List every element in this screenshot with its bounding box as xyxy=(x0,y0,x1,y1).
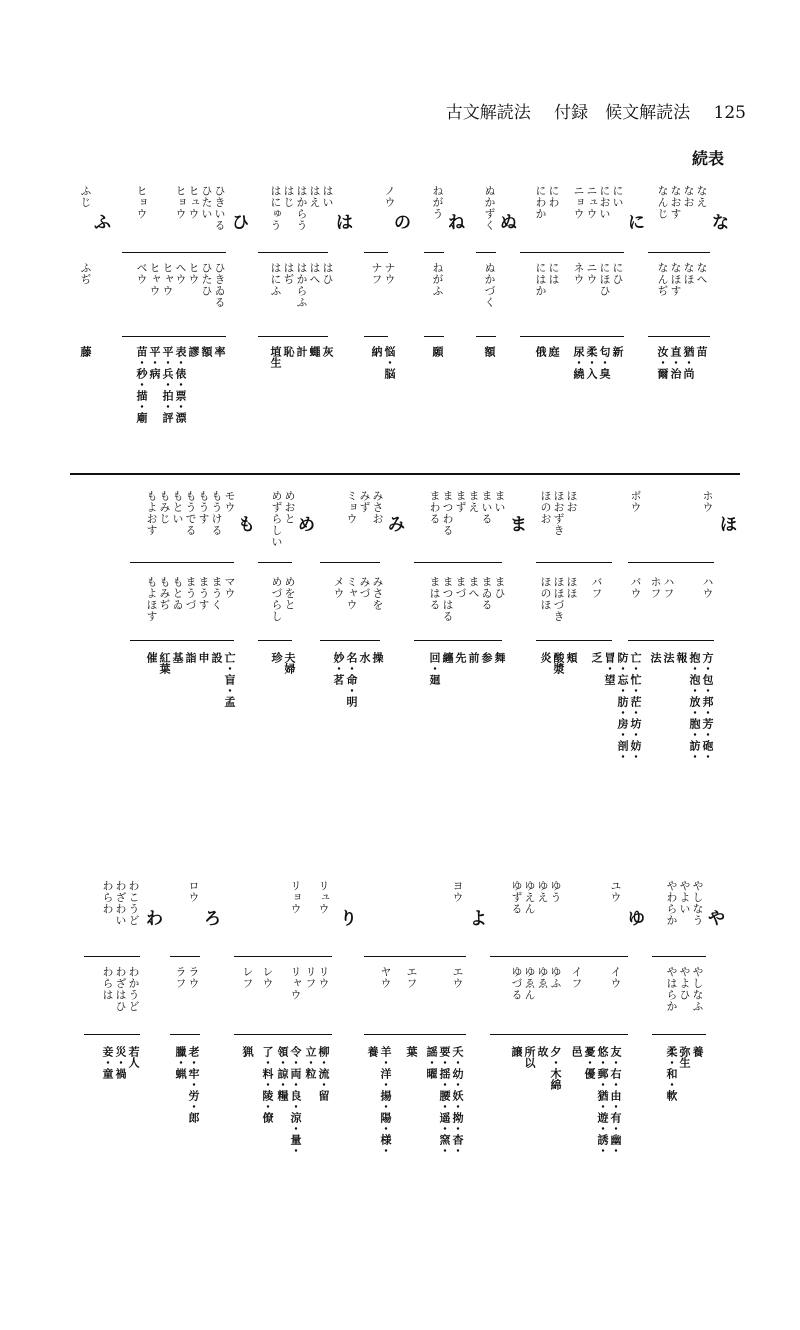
historical-spelling: バフ xyxy=(590,576,603,599)
kana-group-heading: ゆ xyxy=(628,909,645,929)
kanji-cell: 亡・忙・茫・坊・妨・ xyxy=(629,652,642,762)
historical-spelling: ナフ xyxy=(370,262,383,285)
row-separator xyxy=(648,252,710,253)
kanji-cell: 妙・茗 xyxy=(332,652,345,685)
section-title: 付録 候文解読法 xyxy=(554,103,691,123)
kanji-cell: 額 xyxy=(200,346,213,357)
row-separator xyxy=(652,956,706,957)
kanji-cell: 庭 xyxy=(547,346,560,357)
modern-spelling: もとい xyxy=(171,490,184,525)
modern-spelling: なえ xyxy=(695,185,708,208)
modern-spelling: ユウ xyxy=(609,880,622,903)
kanji-cell: 猶・尚 xyxy=(682,346,695,379)
kanji-cell: 額 xyxy=(483,346,496,357)
kanji-cell: 汝・爾 xyxy=(656,346,669,379)
kana-group-heading: ほ xyxy=(720,515,737,535)
historical-spelling: まひ xyxy=(493,576,506,599)
kanji-cell: 葉 xyxy=(405,1046,418,1057)
historical-spelling: リウ xyxy=(317,966,330,989)
row-separator xyxy=(84,956,140,957)
modern-spelling: におい xyxy=(598,185,611,220)
historical-spelling: みづ xyxy=(358,576,371,599)
historical-spelling: ゆゑ xyxy=(536,966,549,989)
row-separator xyxy=(258,336,328,337)
modern-spelling: ボウ xyxy=(629,490,642,513)
kana-group-heading: ろ xyxy=(204,909,221,929)
kanji-cell: 柔・和・軟 xyxy=(665,1046,678,1101)
modern-spelling: まえ xyxy=(467,490,480,513)
kanji-cell: 前 xyxy=(467,652,480,663)
modern-spelling: ゆう xyxy=(549,880,562,903)
kana-group-heading: よ xyxy=(470,909,487,929)
historical-spelling: メウ xyxy=(332,576,345,599)
kanji-cell: 若人 xyxy=(127,1046,140,1068)
modern-spelling: ゆえ xyxy=(536,880,549,903)
kanji-cell: 珍 xyxy=(270,652,283,663)
modern-spelling: ほのお xyxy=(539,490,552,525)
kanji-cell: 舞 xyxy=(493,652,506,663)
modern-spelling: はにゅう xyxy=(269,185,282,231)
modern-spelling: めおと xyxy=(283,490,296,525)
kanji-cell: 灰 xyxy=(321,346,334,357)
kanji-cell: 謡・曜 xyxy=(425,1046,438,1079)
row-separator xyxy=(234,1034,332,1035)
kanji-cell: 亡・盲・孟 xyxy=(223,652,236,707)
kanji-cell: 養 xyxy=(366,1046,379,1057)
kanji-cell: 蠅 xyxy=(308,346,321,357)
kanji-cell: 臘・蝋 xyxy=(174,1046,187,1079)
kanji-cell: 故 xyxy=(536,1046,549,1057)
kanji-cell: 計 xyxy=(295,346,308,357)
kanji-cell: 冒・望 xyxy=(603,652,616,685)
row-separator xyxy=(414,640,502,641)
historical-spelling: にひ xyxy=(611,262,624,285)
historical-spelling: にほひ xyxy=(598,262,611,297)
historical-spelling: まづ xyxy=(454,576,467,599)
kana-group-heading: に xyxy=(628,213,645,233)
historical-spelling: ヘウ xyxy=(174,262,187,285)
modern-spelling: リョウ xyxy=(289,880,302,915)
modern-spelling: ねがう xyxy=(431,185,444,220)
running-header xyxy=(0,98,746,123)
kanji-cell: 邑 xyxy=(570,1046,583,1057)
kana-group-heading: は xyxy=(336,213,353,233)
kanji-cell: 尿・繞 xyxy=(572,346,585,379)
row-separator xyxy=(490,1034,628,1035)
row-separator xyxy=(628,562,714,563)
historical-spelling: ゆゑん xyxy=(523,966,536,1001)
historical-spelling: まゐる xyxy=(480,576,493,611)
kana-group-heading: ま xyxy=(510,515,527,535)
page-number: 125 xyxy=(713,103,746,123)
kana-group-heading: ひ xyxy=(232,213,249,233)
historical-spelling: まへ xyxy=(467,576,480,599)
kanji-cell: 名・命・明 xyxy=(345,652,358,707)
kanji-cell: 直・治 xyxy=(669,346,682,379)
historical-spelling: エウ xyxy=(451,966,464,989)
kanji-cell: 謬 xyxy=(187,346,200,357)
row-separator xyxy=(476,336,496,337)
historical-spelling: なほ xyxy=(682,262,695,285)
row-separator xyxy=(170,1034,200,1035)
modern-spelling: わらわ xyxy=(101,880,114,915)
kanji-cell: 災・禍 xyxy=(114,1046,127,1079)
row-separator xyxy=(320,640,380,641)
kanji-cell: 新 xyxy=(611,346,624,357)
historical-spelling: もみぢ xyxy=(158,576,171,611)
historical-spelling: やよひ xyxy=(678,966,691,1001)
row-separator xyxy=(628,640,714,641)
row-separator xyxy=(648,336,710,337)
modern-spelling: ふじ xyxy=(79,185,92,208)
historical-spelling: ベウ xyxy=(135,262,148,285)
modern-spelling: ミョウ xyxy=(345,490,358,525)
modern-spelling: もうける xyxy=(210,490,223,536)
kanji-cell: 羊・洋・揚・陽・様・ xyxy=(379,1046,392,1156)
row-separator xyxy=(476,252,496,253)
modern-spelling: まつわる xyxy=(441,490,454,536)
historical-spelling: はぢ xyxy=(282,262,295,285)
kanji-cell: 悠・郵・猶・遊・誘・ xyxy=(596,1046,609,1156)
kanji-cell: 夕・木綿 xyxy=(549,1046,562,1090)
kanji-cell: 願 xyxy=(431,346,444,357)
modern-spelling: なんじ xyxy=(656,185,669,220)
kana-group-heading: の xyxy=(394,213,411,233)
modern-spelling: ひきいる xyxy=(213,185,226,231)
kanji-cell: 表・俵・票・漂 xyxy=(174,346,187,423)
row-separator xyxy=(84,1034,140,1035)
kana-group-heading: な xyxy=(712,213,729,233)
historical-spelling: ひたひ xyxy=(200,262,213,297)
modern-spelling: やしなう xyxy=(691,880,704,926)
kanji-cell: 友・右・由・有・幽・ xyxy=(609,1046,622,1156)
historical-spelling: みさを xyxy=(371,576,384,611)
historical-spelling: ハウ xyxy=(701,576,714,599)
row-separator xyxy=(258,562,292,563)
historical-spelling: やしなふ xyxy=(691,966,704,1012)
kanji-cell: 水 xyxy=(358,652,371,663)
row-separator xyxy=(364,336,388,337)
historical-spelling: ネウ xyxy=(572,262,585,285)
kanji-cell: 率 xyxy=(213,346,226,357)
kanji-cell: 報 xyxy=(675,652,688,663)
historical-spelling: ホフ xyxy=(649,576,662,599)
historical-spelling: まはる xyxy=(428,576,441,611)
modern-spelling: やわらか xyxy=(665,880,678,926)
historical-spelling: はにふ xyxy=(269,262,282,297)
kanji-cell: 夫婦 xyxy=(283,652,296,674)
historical-spelling: やはらか xyxy=(665,966,678,1012)
modern-spelling: やよい xyxy=(678,880,691,915)
kanji-cell: 乏 xyxy=(590,652,603,663)
modern-spelling: ホウ xyxy=(701,490,714,513)
row-separator xyxy=(536,562,612,563)
historical-spelling: エフ xyxy=(405,966,418,989)
kanji-cell: 平・病 xyxy=(148,346,161,379)
modern-spelling: もうす xyxy=(197,490,210,525)
kana-group-heading: わ xyxy=(146,909,163,929)
historical-spelling: ラフ xyxy=(174,966,187,989)
historical-spelling: ほほ xyxy=(565,576,578,599)
row-separator xyxy=(122,252,226,253)
modern-spelling: めずらしい xyxy=(270,490,283,548)
modern-spelling: ヒュウ xyxy=(187,185,200,220)
kanji-cell: 老・牢・労・郎 xyxy=(187,1046,200,1123)
kanji-cell: 了・料・陵・僚 xyxy=(261,1046,274,1123)
modern-spelling: ニョウ xyxy=(572,185,585,220)
kanji-cell: 参 xyxy=(480,652,493,663)
kana-group-heading: め xyxy=(298,515,315,535)
row-separator xyxy=(424,252,444,253)
historical-spelling: もよほす xyxy=(145,576,158,622)
modern-spelling: みさお xyxy=(371,490,384,525)
modern-spelling: なお xyxy=(682,185,695,208)
kanji-cell: 先 xyxy=(454,652,467,663)
historical-spelling: ほのほ xyxy=(539,576,552,611)
historical-spelling: なへ xyxy=(695,262,708,285)
kanji-cell: 弥生 xyxy=(678,1046,691,1068)
kanji-cell: 設 xyxy=(210,652,223,663)
row-separator xyxy=(130,562,234,563)
kanji-cell: 譲 xyxy=(510,1046,523,1057)
kanji-cell: 申 xyxy=(197,652,210,663)
kanji-cell: 紅葉 xyxy=(158,652,171,674)
historical-spelling: レフ xyxy=(241,966,254,989)
kanji-cell: 防・忘・肪・房・剖・ xyxy=(616,652,629,762)
row-separator xyxy=(520,336,624,337)
historical-spelling: ヤウ xyxy=(379,966,392,989)
modern-spelling: まい xyxy=(493,490,506,513)
historical-spelling: にはか xyxy=(534,262,547,297)
historical-spelling: ゆづる xyxy=(510,966,523,1001)
kanji-cell: 妾・童 xyxy=(101,1046,114,1079)
modern-spelling: もうでる xyxy=(184,490,197,536)
kana-group-heading: ぬ xyxy=(500,213,517,233)
kanji-cell: 俄 xyxy=(534,346,547,357)
modern-spelling: もよおす xyxy=(145,490,158,536)
modern-spelling: にい xyxy=(611,185,624,208)
historical-spelling: わざはひ xyxy=(114,966,127,1012)
kanji-cell: 抱・泡・放・胞・訪・ xyxy=(688,652,701,762)
kanji-cell: 基 xyxy=(171,652,184,663)
historical-spelling: バウ xyxy=(629,576,642,599)
kanji-cell: 藤 xyxy=(79,346,92,357)
kanji-cell: 要・揺・腰・遥・窯・ xyxy=(438,1046,451,1156)
historical-spelling: もとゐ xyxy=(171,576,184,611)
historical-spelling: まうす xyxy=(197,576,210,611)
kanji-cell: 猟 xyxy=(241,1046,254,1057)
modern-spelling: にわか xyxy=(534,185,547,220)
modern-spelling: ノウ xyxy=(383,185,396,208)
historical-spelling: ぬかづく xyxy=(483,262,496,308)
row-separator xyxy=(364,956,466,957)
historical-spelling: ヒウ xyxy=(187,262,200,285)
historical-spelling: ほほづき xyxy=(552,576,565,622)
kanji-cell: 悩・脳 xyxy=(383,346,396,379)
kanji-cell: 頬 xyxy=(565,652,578,663)
row-separator xyxy=(258,640,292,641)
kana-group-heading: み xyxy=(388,515,405,535)
kanji-cell: 所以 xyxy=(523,1046,536,1068)
row-separator xyxy=(652,1034,706,1035)
historical-spelling: ニウ xyxy=(585,262,598,285)
historical-spelling: ヒャウ xyxy=(148,262,161,297)
kana-group-heading: も xyxy=(238,515,255,535)
modern-spelling: ロウ xyxy=(187,880,200,903)
modern-spelling: ゆずる xyxy=(510,880,523,915)
historical-spelling: なんぢ xyxy=(656,262,669,297)
kanji-cell: 令・両・良・涼・量・ xyxy=(289,1046,302,1156)
row-separator xyxy=(364,252,388,253)
modern-spelling: にわ xyxy=(547,185,560,208)
kanji-cell: 恥 xyxy=(282,346,295,357)
modern-spelling: モウ xyxy=(223,490,236,513)
historical-spelling: ふぢ xyxy=(79,262,92,285)
kanji-cell: 柔・入 xyxy=(585,346,598,379)
modern-spelling: まず xyxy=(454,490,467,513)
historical-spelling: わらは xyxy=(101,966,114,1001)
modern-spelling: ヒョウ xyxy=(174,185,187,220)
kanji-cell: 苗・秒・描・廟 xyxy=(135,346,148,423)
historical-spelling: には xyxy=(547,262,560,285)
kanji-cell: 納 xyxy=(370,346,383,357)
modern-spelling: なおす xyxy=(669,185,682,220)
row-separator xyxy=(130,640,234,641)
modern-spelling: わざわい xyxy=(114,880,127,926)
kanji-cell: 養 xyxy=(691,1046,704,1057)
modern-spelling: わこうど xyxy=(127,880,140,926)
kana-group-heading: り xyxy=(340,909,357,929)
row-separator xyxy=(170,956,200,957)
book-title: 古文解読法 xyxy=(445,103,531,123)
historical-spelling: めづらし xyxy=(270,576,283,622)
kanji-cell: 憂・優 xyxy=(583,1046,596,1079)
kanji-cell: 立・粒 xyxy=(304,1046,317,1079)
historical-spelling: ラウ xyxy=(187,966,200,989)
modern-spelling: まいる xyxy=(480,490,493,525)
historical-spelling: ハフ xyxy=(662,576,675,599)
kana-group-heading: ね xyxy=(448,213,465,233)
historical-spelling: ねがふ xyxy=(431,262,444,297)
modern-spelling: ぬかずく xyxy=(483,185,496,231)
kanji-cell: 方・包・邦・芳・砲・ xyxy=(701,652,714,762)
table-continued-label: 続表 xyxy=(691,149,724,168)
modern-spelling: ヒョウ xyxy=(135,185,148,220)
kanji-cell: 埴生 xyxy=(269,346,282,368)
historical-spelling: まつはる xyxy=(441,576,454,622)
kana-group-heading: や xyxy=(708,909,725,929)
kanji-cell: 法 xyxy=(662,652,675,663)
kanji-cell: 催 xyxy=(145,652,158,663)
kanji-cell: 領・諒・糧 xyxy=(276,1046,289,1101)
historical-spelling: はへ xyxy=(308,262,321,285)
modern-spelling: ゆえん xyxy=(523,880,536,915)
kanji-cell: 匂・臭 xyxy=(598,346,611,379)
row-separator xyxy=(414,562,502,563)
historical-spelling: イウ xyxy=(609,966,622,989)
historical-spelling: ナウ xyxy=(383,262,396,285)
modern-spelling: まわる xyxy=(428,490,441,525)
modern-spelling: リュウ xyxy=(317,880,330,915)
modern-spelling: ヨウ xyxy=(451,880,464,903)
kanji-cell: 炎 xyxy=(539,652,552,663)
historical-spelling: めをと xyxy=(283,576,296,611)
row-separator xyxy=(536,640,612,641)
modern-spelling: もみじ xyxy=(158,490,171,525)
historical-spelling: なほす xyxy=(669,262,682,297)
historical-spelling: ヒャウ xyxy=(161,262,174,297)
modern-spelling: はえ xyxy=(308,185,321,208)
kana-group-heading: ふ xyxy=(94,213,111,233)
historical-spelling: はひ xyxy=(321,262,334,285)
modern-spelling: はい xyxy=(321,185,334,208)
row-separator xyxy=(320,562,380,563)
historical-spelling: まうく xyxy=(210,576,223,611)
kanji-cell: 柳・流・留 xyxy=(317,1046,330,1101)
row-separator xyxy=(258,252,328,253)
historical-spelling: リャウ xyxy=(289,966,302,1001)
historical-spelling: ミャウ xyxy=(345,576,358,611)
historical-spelling: ゆふ xyxy=(549,966,562,989)
section-divider xyxy=(70,473,740,475)
kanji-cell: 平・兵・拍・評 xyxy=(161,346,174,423)
kanji-cell: 酸漿 xyxy=(552,652,565,674)
historical-spelling: リフ xyxy=(304,966,317,989)
historical-spelling: レウ xyxy=(261,966,274,989)
historical-spelling: マウ xyxy=(223,576,236,599)
historical-spelling: ひきゐる xyxy=(213,262,226,308)
kanji-cell: 詣 xyxy=(184,652,197,663)
kanji-cell: 纏 xyxy=(441,652,454,663)
kanji-cell: 操 xyxy=(371,652,384,663)
historical-spelling: イフ xyxy=(570,966,583,989)
modern-spelling: はじ xyxy=(282,185,295,208)
row-separator xyxy=(424,336,444,337)
row-separator xyxy=(122,336,226,337)
modern-spelling: ニュウ xyxy=(585,185,598,220)
modern-spelling: みず xyxy=(358,490,371,513)
modern-spelling: ひたい xyxy=(200,185,213,220)
kanji-cell: 法 xyxy=(649,652,662,663)
historical-spelling: まうづ xyxy=(184,576,197,611)
row-separator xyxy=(520,252,624,253)
modern-spelling: ほお xyxy=(565,490,578,513)
historical-spelling: はからふ xyxy=(295,262,308,308)
modern-spelling: ほおずき xyxy=(552,490,565,536)
historical-spelling: わかうど xyxy=(127,966,140,1012)
modern-spelling: はからう xyxy=(295,185,308,231)
row-separator xyxy=(490,956,628,957)
row-separator xyxy=(364,1034,466,1035)
kanji-cell: 回・廻 xyxy=(428,652,441,685)
row-separator xyxy=(234,956,332,957)
kanji-cell: 夭・幼・妖・拗・杳・ xyxy=(451,1046,464,1156)
kanji-cell: 苗 xyxy=(695,346,708,357)
